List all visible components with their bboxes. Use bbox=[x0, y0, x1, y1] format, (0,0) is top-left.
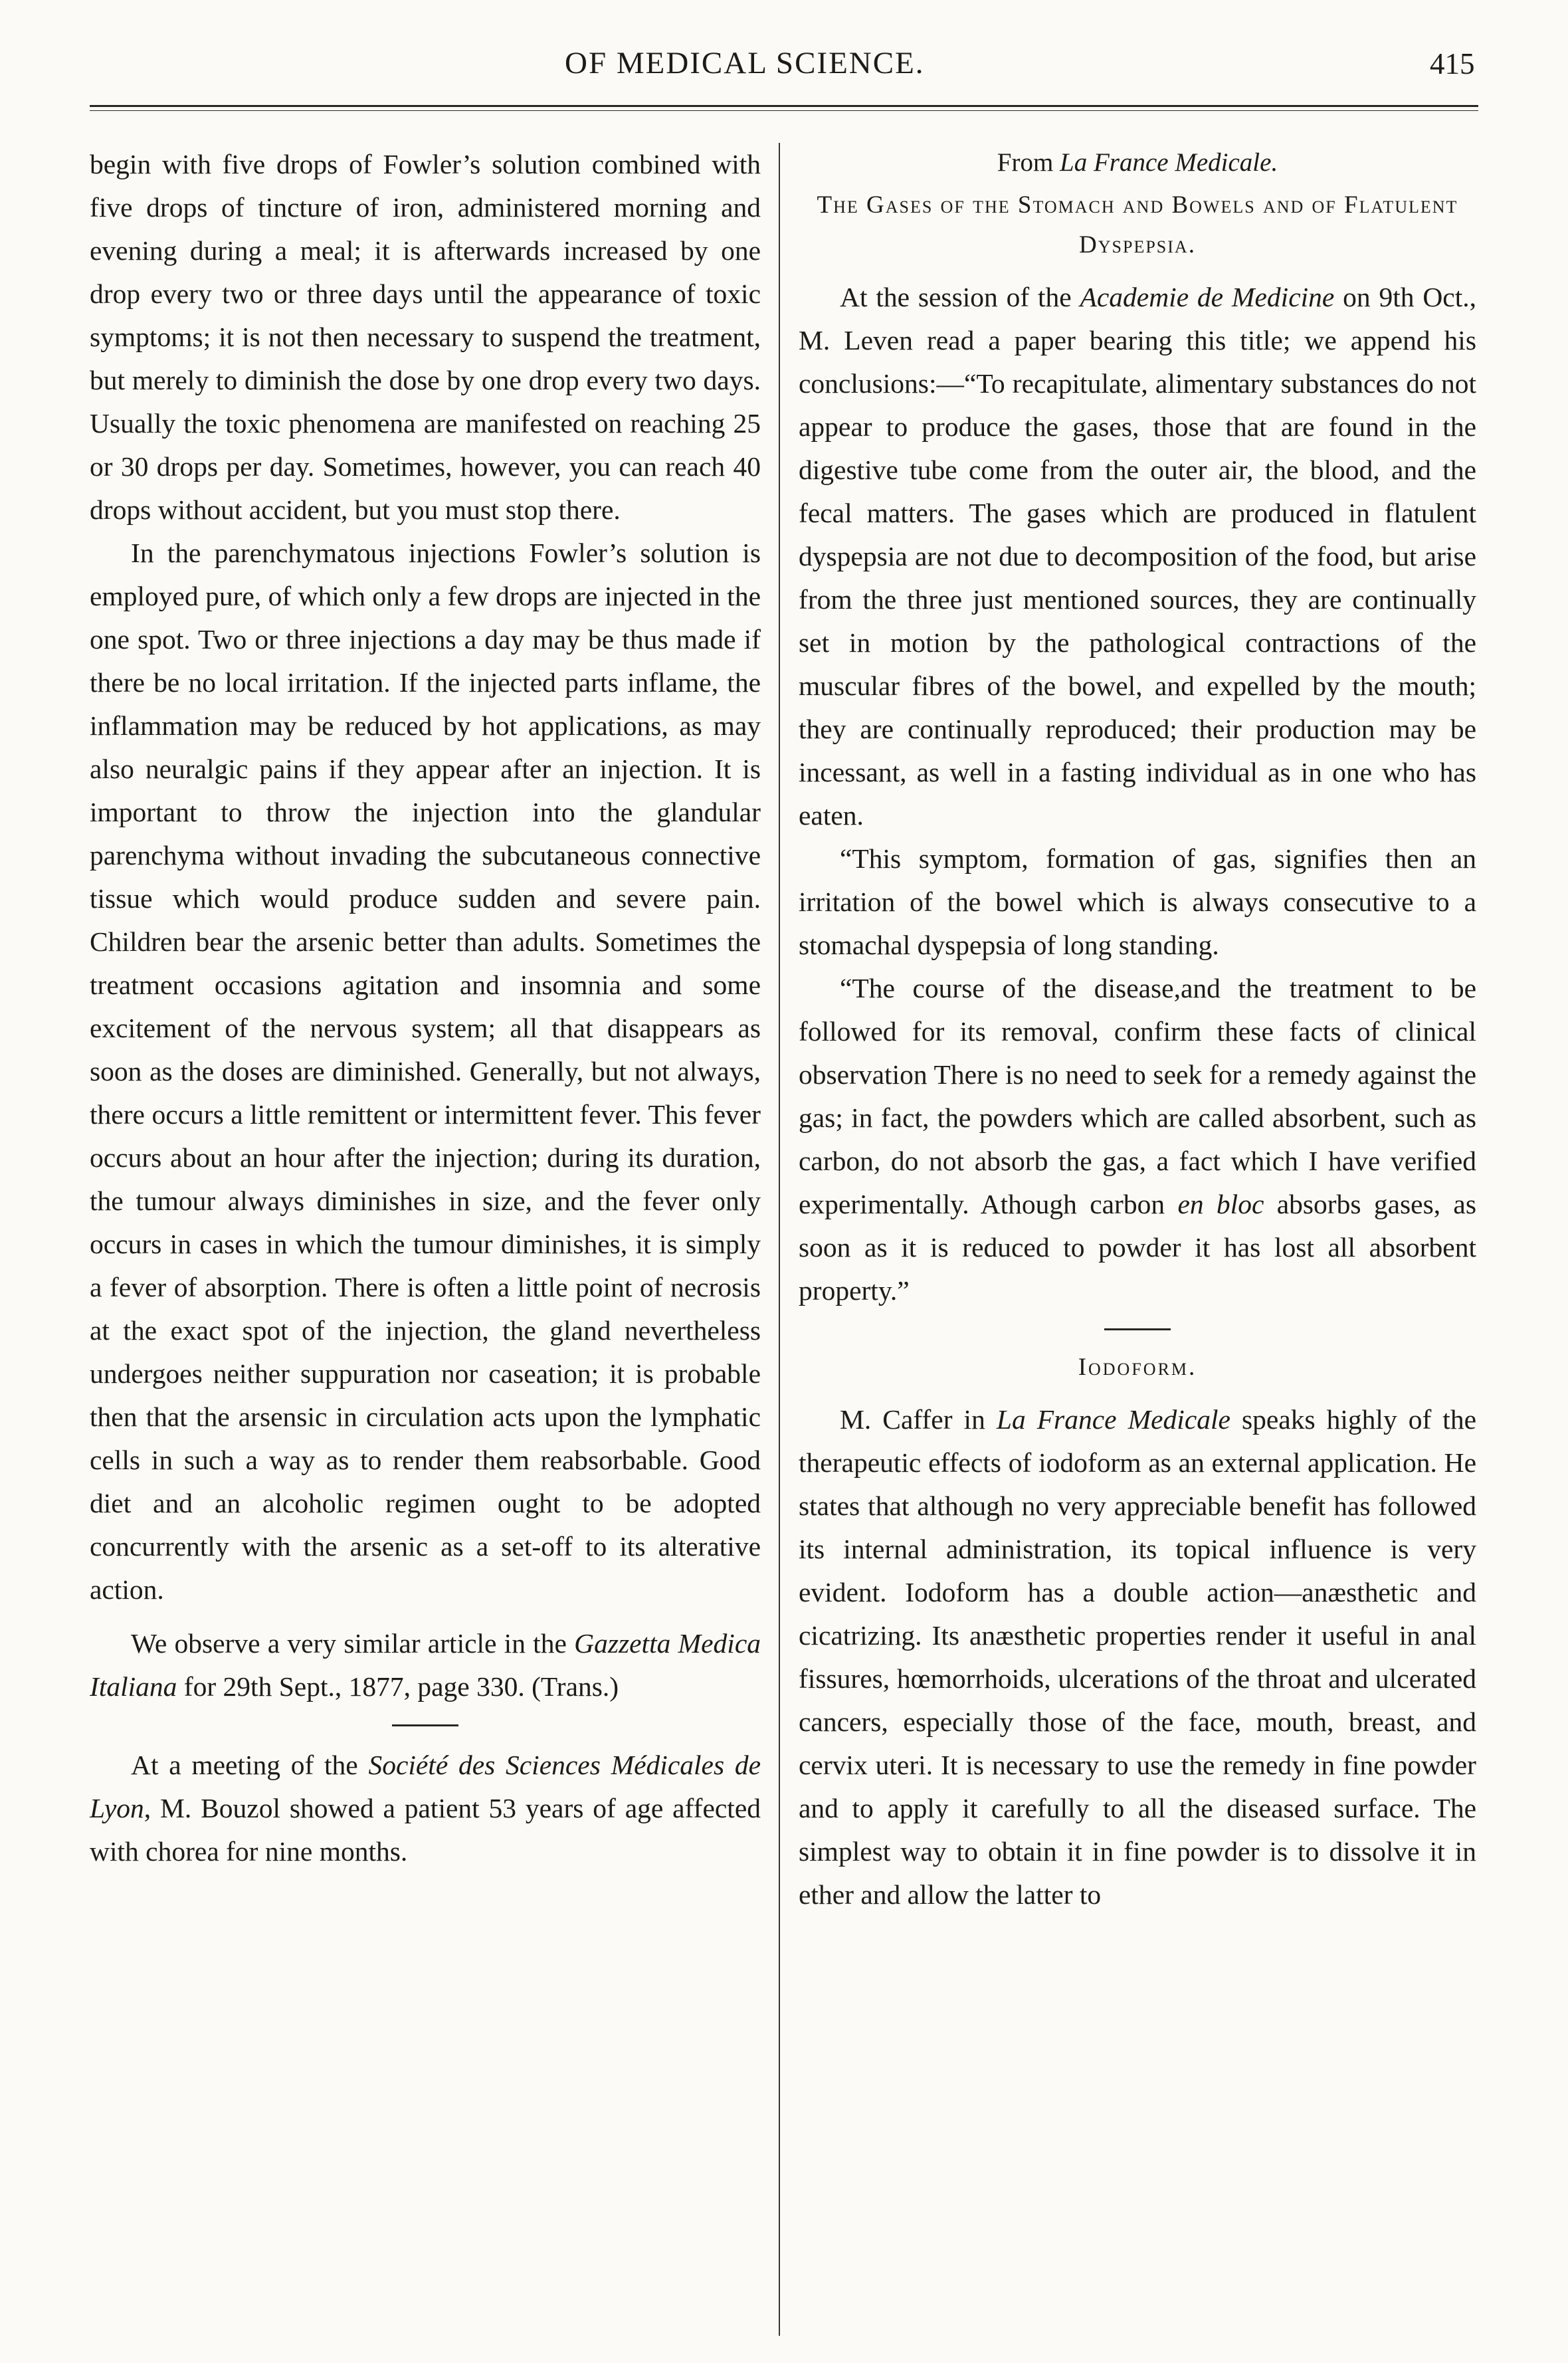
column-divider bbox=[779, 143, 780, 2336]
page-header bbox=[0, 39, 1568, 92]
text: M. Caffer in bbox=[840, 1404, 985, 1435]
right-column bbox=[799, 143, 1476, 2336]
text: speaks highly of the therapeutic effects of iodoform as an external application. He states that although no very appreciable benefit has followed its internal administration, its topical influence is very evident. Iodoform has a double action—anæsthetic and cicatrizing. Its anæsthetic properties render it useful in anal fissures, hœmorrhoids, ulcerations of the throat and ulcerated cancers, especially those of the face, mouth, breast, and cervix uteri. It is necessary to use the remedy in fine powder and to apply it carefully to all the diseased surface. The simplest way to obtain it in fine powder is to dissolve it in ether and allow the latter to bbox=[799, 1404, 1477, 1910]
paragraph-leven-conclusions bbox=[799, 276, 1476, 837]
paragraph-chorea-patient bbox=[90, 1744, 761, 1873]
italic-phrase: en bloc bbox=[1177, 1189, 1264, 1219]
header-rule bbox=[90, 105, 1478, 107]
academy-name: Academie de Medicine bbox=[1080, 282, 1335, 312]
running-title: OF MEDICAL SCIENCE. bbox=[565, 46, 925, 80]
paragraph-similar-article bbox=[90, 1622, 761, 1708]
section-title: Iodoform. bbox=[1078, 1354, 1197, 1381]
text: “The course of the disease,and the treatment to be followed for its removal, confirm these facts of clinical observation There is no need to seek for a remedy against the gas; in fact, the powders which are called absorbent, such as carbon, do not absorb the gas, a fact which I have verified experimentally. Athough carbon bbox=[799, 973, 1476, 1219]
text: At a meeting of the bbox=[131, 1750, 358, 1780]
text: At the session of the bbox=[840, 282, 1072, 312]
text: absorbs gases, as soon as it is reduced to powder it has lost all absorbent property.” bbox=[799, 1189, 1476, 1306]
spacer bbox=[799, 1387, 1476, 1398]
spacer bbox=[799, 265, 1476, 276]
text: From bbox=[997, 148, 1054, 177]
paragraph-parenchymatous-injections: In the parenchymatous injections Fowler’s solution is employed pure, of which only a few drops are injected in the one spot. Two or three injections a day may be thus made if there be no local irritation. If the injected parts inflame, the inflammation may be reduced by hot applications, as may also neuralgic pains if they appear after an injection. It is important to throw the injection into the glandular parenchyma without invading the subcutaneous connective tissue which would produce sudden and severe pain. Children bear the arsenic better than adults. Sometimes the treatment occasions agitation and insomnia and some excitement of the nervous system; all that disappears as soon as the doses are diminished. Generally, but not always, there occurs a little remittent or intermittent fever. This fever occurs about an hour after the injection; during its duration, the tumour always diminishes in size, and the fever only occurs in cases in which the tumour diminishes, it is simply a fever of absorption. There is often a little point of necrosis at the exact spot of the injection, the gland nevertheless undergoes neither suppuration nor caseation; it is probable then that the arsensic in circulation acts upon the lymphatic cells in such a way as to render them reabsorbable. Good diet and an alcoholic regimen ought to be adopted concurrently with the arsenic as a set-off to its alterative action. bbox=[90, 538, 761, 1605]
section-rule bbox=[1104, 1328, 1171, 1330]
paragraph-course-of-disease bbox=[799, 967, 1476, 1312]
page-number: 415 bbox=[1430, 47, 1475, 80]
header-rule-thin bbox=[90, 110, 1478, 111]
text: for 29th Sept., 1877, page 330. (Trans.) bbox=[183, 1671, 619, 1702]
left-column bbox=[90, 143, 761, 2336]
text: , M. Bouzol showed a patient 53 years of age affected with chorea for nine months. bbox=[90, 1793, 761, 1867]
article-title: The Gases of the Stomach and Bowels and of Flatulent Dyspepsia. bbox=[817, 191, 1458, 258]
society-name: Société des Sciences Médicales de Lyon bbox=[90, 1750, 761, 1823]
spacer bbox=[90, 1611, 761, 1622]
text: on 9th Oct., M. Leven read a paper bearing this title; we append his conclusions:—“To recapitulate, alimentary substances do not appear to produce the gases, those that are found in the digestive tube come from the outer air, the blood, and the fecal matters. The gases which are produced in flatulent dyspepsia are not due to decomposition of the food, but arise from the three just mentioned sources, they are continually set in motion by the pathological contractions of the muscular fibres of the bowel, and expelled by the mouth; they are continually reproduced; their production may be incessant, as well in a fasting individual as in one who has eaten. bbox=[799, 282, 1477, 831]
source-line bbox=[799, 143, 1476, 183]
journal-title: La France Medicale bbox=[996, 1404, 1230, 1435]
journal-title: Gazzetta Medica Italiana bbox=[90, 1628, 761, 1702]
section-rule bbox=[392, 1724, 458, 1726]
paragraph-symptom: “This symptom, formation of gas, signifies then an irritation of the bowel which is always consecutive to a stomachal dyspepsia of long standing. bbox=[799, 843, 1476, 960]
source-journal: La France Medicale. bbox=[1060, 148, 1278, 177]
paragraph-iodoform bbox=[799, 1398, 1476, 1916]
text: We observe a very similar article in the bbox=[131, 1628, 567, 1659]
paragraph-fowler-dosage: begin with five drops of Fowler’s solution combined with five drops of tincture of iron, administered morning and evening during a meal; it is afterwards increased by one drop every two or three days until the appearance of toxic symptoms; it is not then necessary to suspend the treatment, but merely to diminish the dose by one drop every two days. Usually the toxic phenomena are manifested on reaching 25 or 30 drops per day. Sometimes, however, you can reach 40 drops without accident, but you must stop there. bbox=[90, 149, 761, 525]
